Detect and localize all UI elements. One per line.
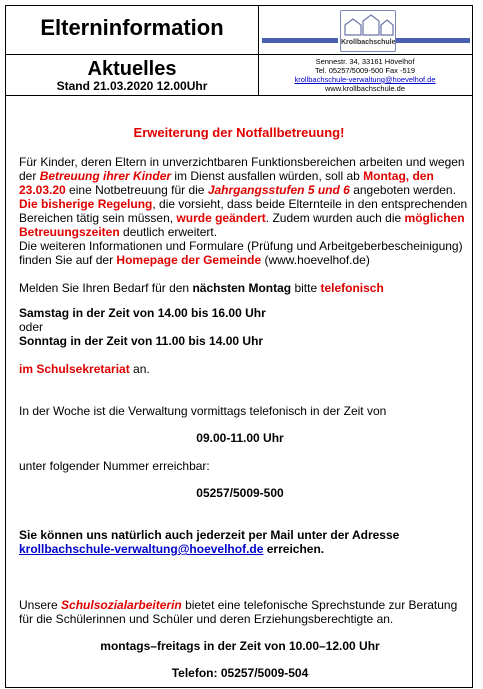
frame-outer [472,5,473,688]
p1-line: Die bisherige Regelung, die vorsieht, dass beide Elternteile in den entsprechenden [19,197,468,211]
p7-line: für die Schülerinnen und Schüler und deren Erziehungsberechtigte an. [19,612,394,626]
school-logo [262,8,470,52]
mail-text: Sie können uns natürlich auch jederzeit per Mail unter der Adresse [19,528,400,542]
email-link[interactable]: krollbachschule-verwaltung@hoevelhof.de [19,542,264,556]
consultation-phone: Telefon: 05257/5009-504 [171,666,309,680]
or-text: oder [19,320,44,334]
frame-rule [5,95,473,96]
week-text: In der Woche ist die Verwaltung vormittags telefonisch in der Zeit von [19,404,387,418]
office-hours: 09.00-11.00 Uhr [196,431,284,445]
p1-line: Für Kinder, deren Eltern in unverzichtbaren Funktionsbereichen arbeiten und wegen [19,155,465,169]
frame-outer [5,687,473,688]
p1-line: der Betreuung ihrer Kinder im Dienst ausfallen würden, soll ab Montag, den [19,169,434,183]
p1-line: finden Sie auf der Homepage der Gemeinde (www.hoevelhof.de) [19,253,370,267]
mail-line: krollbachschule-verwaltung@hoevelhof.de erreichen. [19,542,325,556]
logo-text: Krollbachschule [341,39,396,46]
frame-outer [5,5,473,6]
p7-line: Unsere Schulsozialarbeiterin bietet eine telefonische Sprechstunde zur Beratung [19,598,458,612]
section-heading: Erweiterung der Notfallbetreuung! [133,125,345,140]
address-line: Sennestr. 34, 33161 Hövelhof [315,57,415,66]
p2-line: Melden Sie Ihren Bedarf für den nächsten Montag bitte telefonisch [19,281,384,295]
p1-line: Betreuungszeiten deutlich erweitert. [19,225,218,239]
page-title: Elterninformation [40,15,224,40]
p1-line: Bereichen tätig sein müssen, wurde geändert. Zudem wurden auch die möglichen [19,211,465,225]
sunday-hours: Sonntag in der Zeit von 11.00 bis 14.00 Uhr [19,334,264,348]
p4-line: im Schulsekretariat an. [19,362,150,376]
school-building-icon [341,11,395,37]
office-number: 05257/5009-500 [196,486,284,500]
frame-outer [5,5,6,688]
p1-line: 23.03.20 eine Notbetreuung für die Jahrgangsstufen 5 und 6 angeboten werden. [19,183,456,197]
date-stamp: Stand 21.03.2020 12.00Uhr [56,79,208,93]
p1-line: Die weiteren Informationen und Formulare (Prüfung und Arbeitgeberbescheinigung) [19,239,463,253]
reach-text: unter folgender Nummer erreichbar: [19,459,210,473]
page-subtitle: Aktuelles [87,58,177,80]
saturday-hours: Samstag in der Zeit von 14.00 bis 16.00 Uhr [19,306,266,320]
consultation-hours: montags–freitags in der Zeit von 10.00–12.00 Uhr [100,639,380,653]
frame-rule [5,54,473,55]
email-link[interactable]: krollbachschule-verwaltung@hoevelhof.de [294,75,436,84]
web-line: www.krollbachschule.de [324,84,406,93]
school-address [258,57,472,93]
phone-line: Tel. 05257/5009-500 Fax -519 [314,66,416,75]
